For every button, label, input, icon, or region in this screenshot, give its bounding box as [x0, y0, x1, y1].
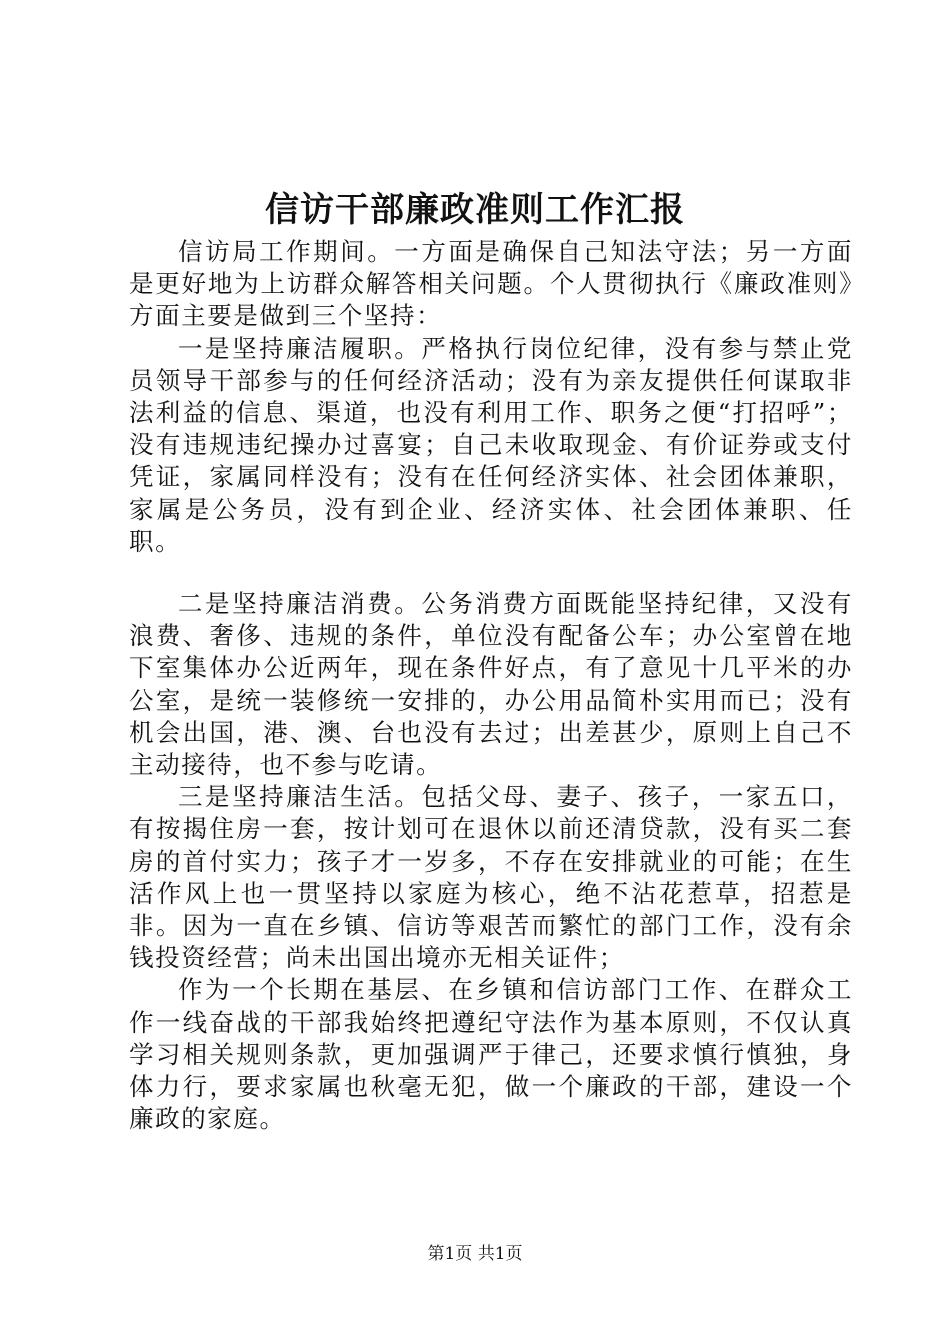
document-title: 信访干部廉政准则工作汇报 — [265, 190, 685, 230]
paragraph-duty: 一是坚持廉洁履职。严格执行岗位纪律，没有参与禁止党员领导干部参与的任何经济活动；没有为亲友提供任何谋取非法利益的信息、渠道，也没有利用工作、职务之便“打招呼”；没有违规违纪操办过喜宴；自己未收取现金、有价证券或支付凭证，家属同样没有；没有在任何经济实体、社会团体兼职，家属是公务员，没有到企业、经济实体、社会团体兼职、任职。 — [129, 333, 853, 556]
paragraph-intro: 信访局工作期间。一方面是确保自己知法守法；另一方面是更好地为上访群众解答相关问题。个人贯彻执行《廉政准则》方面主要是做到三个坚持： — [129, 237, 853, 331]
paragraph-life: 三是坚持廉洁生活。包括父母、妻子、孩子，一家五口，有按揭住房一套，按计划可在退休以前还清贷款，没有买二套房的首付实力；孩子才一岁多，不存在安排就业的可能；在生活作风上也一贯坚持以家庭为核心，绝不沾花惹草，招惹是非。因为一直在乡镇、信访等艰苦而繁忙的部门工作，没有余钱投资经营；尚未出国出境亦无相关证件； — [129, 782, 853, 973]
document-body — [129, 236, 853, 1135]
paragraph-consumption: 二是坚持廉洁消费。公务消费方面既能坚持纪律，又没有浪费、奢侈、违规的条件，单位没有配备公车；办公室曾在地下室集体办公近两年，现在条件好点，有了意见十几平米的办公室，是统一装修统一安排的，办公用品简朴实用而已；没有机会出国，港、澳、台也没有去过；出差甚少，原则上自己不主动接待，也不参与吃请。 — [129, 589, 853, 780]
paragraph-conclusion: 作为一个长期在基层、在乡镇和信访部门工作、在群众工作一线奋战的干部我始终把遵纪守法作为基本原则，不仅认真学习相关规则条款，更加强调严于律己，还要求慎行慎独，身体力行，要求家属也秋毫无犯，做一个廉政的干部，建设一个廉政的家庭。 — [129, 975, 853, 1134]
page-footer: 第1页 共1页 — [427, 1244, 523, 1264]
